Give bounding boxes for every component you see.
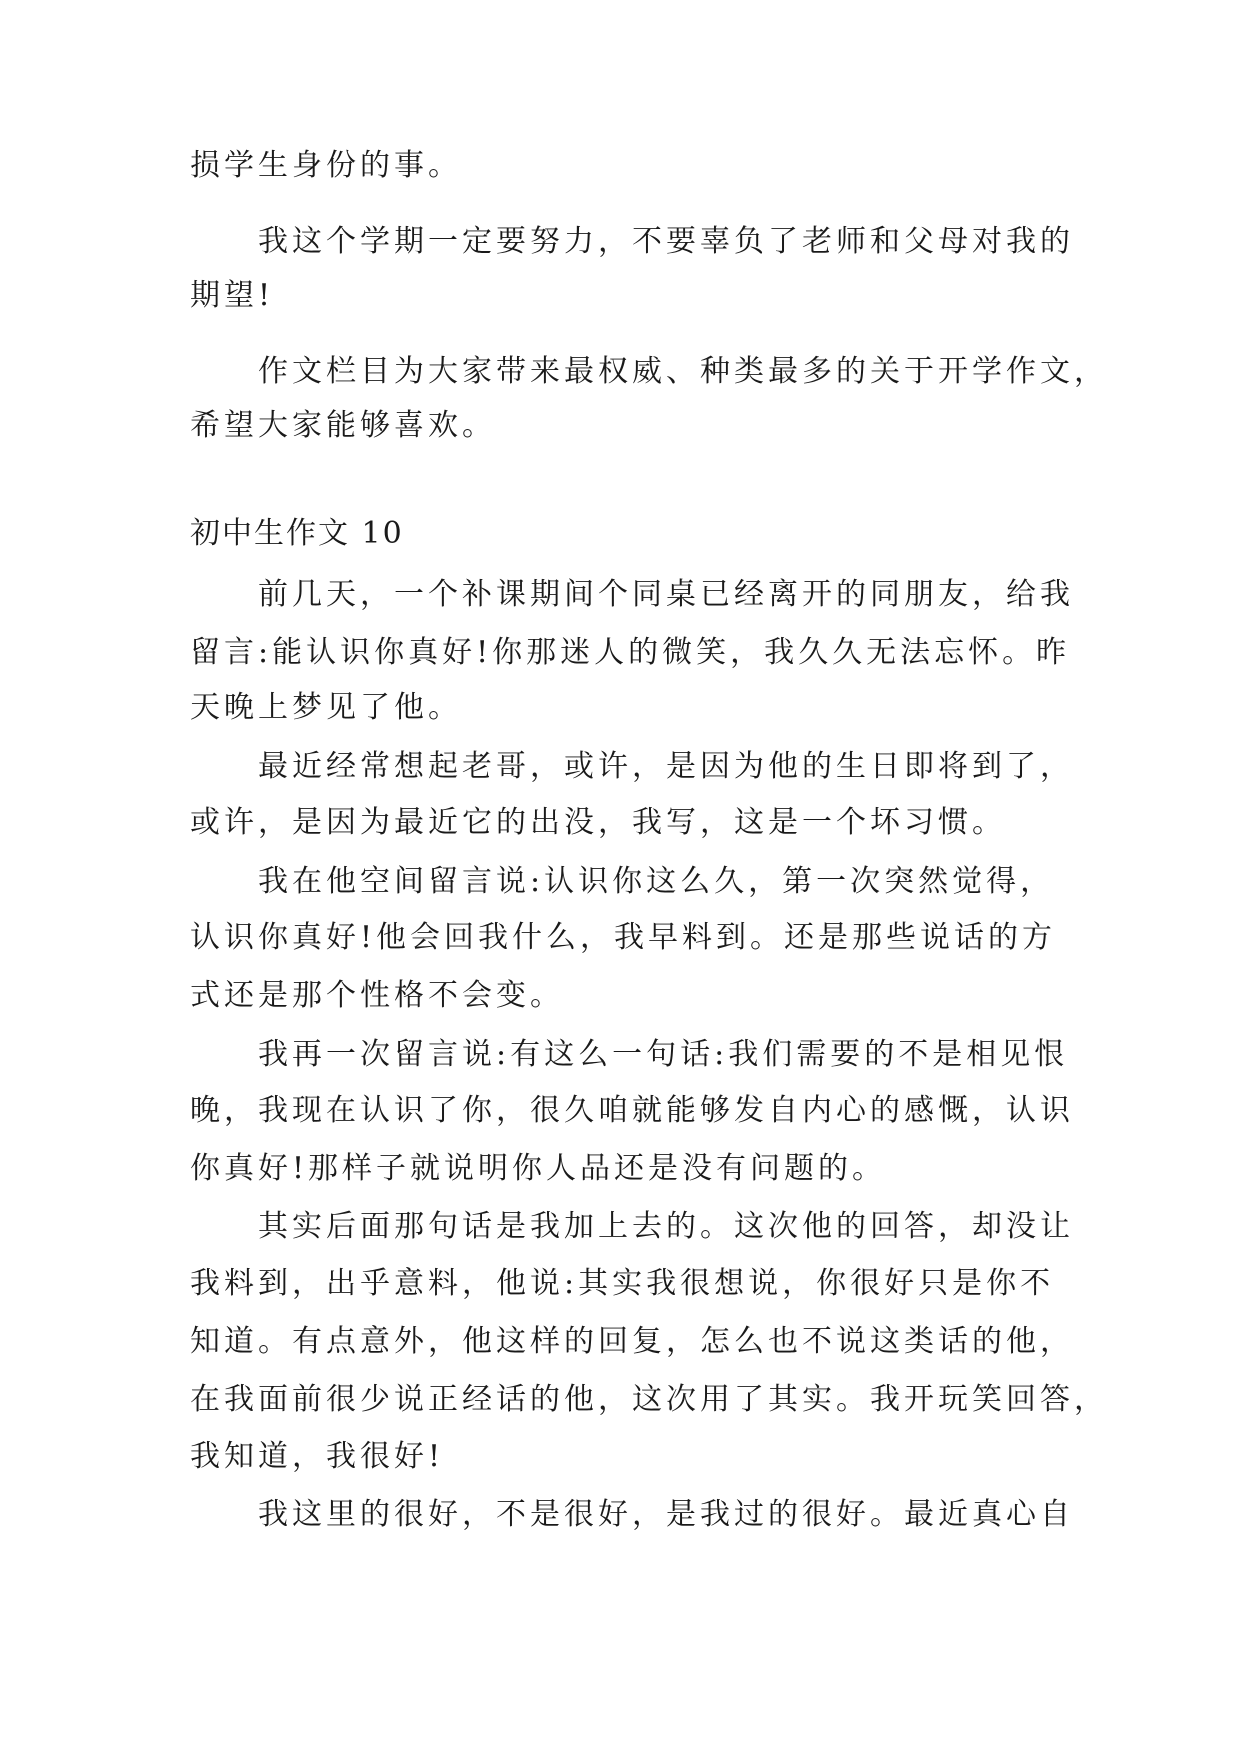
text-line: 知道。有点意外，他这样的回复，怎么也不说这类话的他， bbox=[190, 1324, 1074, 1359]
text-line: 或许，是因为最近它的出没，我写，这是一个坏习惯。 bbox=[190, 805, 1006, 840]
section-heading: 初中生作文 10 bbox=[190, 516, 404, 551]
text-line: 我知道，我很好! bbox=[190, 1439, 445, 1474]
text-line: 我这里的很好，不是很好，是我过的很好。最近真心自 bbox=[258, 1497, 1074, 1532]
text-line: 天晚上梦见了他。 bbox=[190, 690, 462, 725]
text-line: 在我面前很少说正经话的他，这次用了其实。我开玩笑回答， bbox=[190, 1382, 1108, 1417]
text-line: 你真好!那样子就说明你人品还是没有问题的。 bbox=[190, 1151, 887, 1186]
text-line: 留言:能认识你真好!你那迷人的微笑，我久久无法忘怀。昨 bbox=[190, 635, 1071, 670]
text-line: 作文栏目为大家带来最权威、种类最多的关于开学作文， bbox=[258, 354, 1108, 389]
text-line: 我料到，出乎意料，他说:其实我很想说，你很好只是你不 bbox=[190, 1266, 1055, 1301]
text-line: 希望大家能够喜欢。 bbox=[190, 408, 496, 443]
text-line: 其实后面那句话是我加上去的。这次他的回答，却没让 bbox=[258, 1209, 1074, 1244]
text-line: 认识你真好!他会回我什么，我早料到。还是那些说话的方 bbox=[190, 920, 1057, 955]
text-line: 我在他空间留言说:认识你这么久，第一次突然觉得， bbox=[258, 864, 1055, 899]
text-line: 损学生身份的事。 bbox=[190, 148, 462, 183]
text-line: 期望! bbox=[190, 278, 275, 313]
text-line: 前几天，一个补课期间个同桌已经离开的同朋友，给我 bbox=[258, 577, 1074, 612]
text-line: 我再一次留言说:有这么一句话:我们需要的不是相见恨 bbox=[258, 1037, 1069, 1072]
text-line: 式还是那个性格不会变。 bbox=[190, 978, 564, 1013]
text-line: 最近经常想起老哥，或许，是因为他的生日即将到了， bbox=[258, 749, 1074, 784]
text-line: 晚，我现在认识了你，很久咱就能够发自内心的感慨，认识 bbox=[190, 1093, 1074, 1128]
text-line: 我这个学期一定要努力，不要辜负了老师和父母对我的 bbox=[258, 224, 1074, 259]
